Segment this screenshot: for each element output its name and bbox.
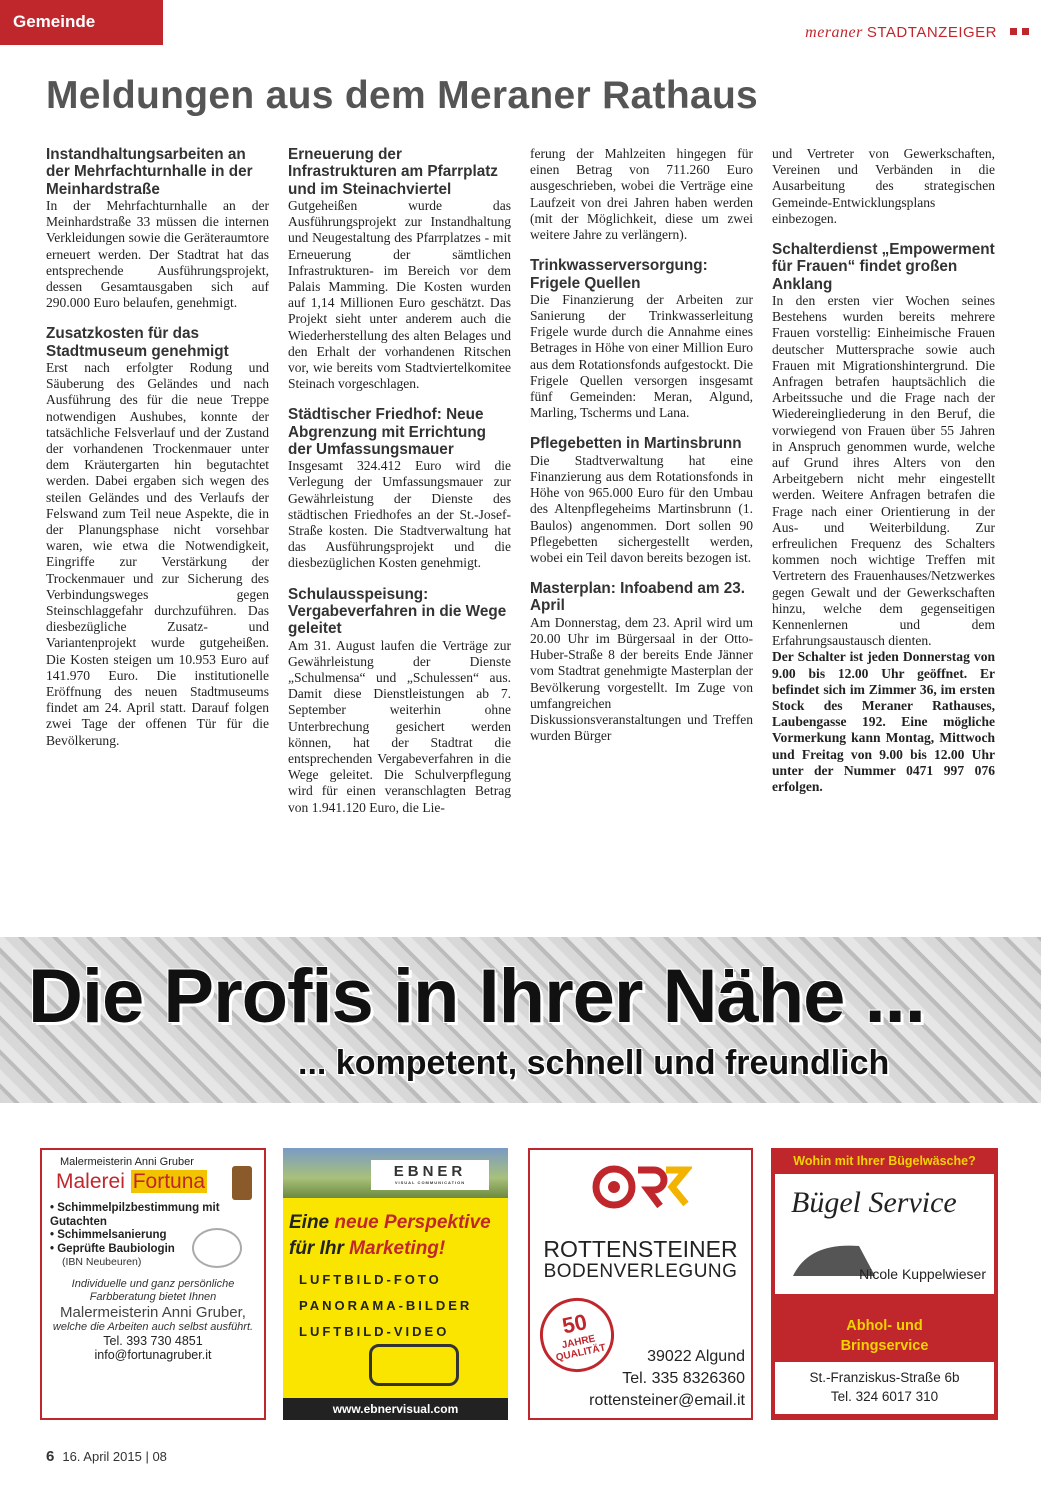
ebner-logo: EBNER VISUAL COMMUNICATION xyxy=(371,1160,489,1190)
article-bold-text: Der Schalter ist jeden Donnerstag von 9.00 bis 12.00 Uhr geöffnet. Er befindet sich im Zimmer 36, im ersten Stock des Meraner Rathauses, Laubengasse 192. Eine mögliche Vormerkung kann Montag, Mittwoch und Freitag von 9.00 bis 12.00 Uhr unter der Nummer 0471 997 076 erfolgen. xyxy=(772,649,995,794)
ad-city: 39022 Algund xyxy=(647,1348,745,1365)
banner-subline: ... kompetent, schnell und freundlich xyxy=(298,1044,890,1082)
ad-banner xyxy=(0,937,1041,1103)
article-heading: Instandhaltungsarbeiten an der Mehrfachturnhalle in der Meinhardstraße xyxy=(46,146,253,198)
ad-qualification: (IBN Neubeuren) xyxy=(62,1256,142,1268)
article-heading: Schalterdienst „Empowerment für Frauen“ findet großen Anklang xyxy=(772,241,995,293)
palette-icon xyxy=(192,1228,242,1268)
section-tab: Gemeinde xyxy=(0,0,163,45)
article-text: In der Mehrfachturnhalle an der Meinhardstraße 33 müssen die internen Verkleidungen sowie die Geräteraumtore erneuert werden. Der Stadtrat hat das entsprechende Ausführungsprojekt, dessen Gesamtausgaben sich auf 290.000 Euro belaufen, genehmigt. xyxy=(46,197,269,311)
column-4 xyxy=(772,146,995,795)
article-text: In den ersten vier Wochen seines Bestehens wurden bereits mehrere Frauen vorstellig: Einheimische Frauen deutscher Muttersprache sowie auch Frauen mit Migrationshintergrund. Die Anfragen betrafen hauptsächlich die Arbeitssuche und die Frage nach der Wiedereingliederung in den Beruf, die vorwiegend von Frauen über 55 Jahren in Anspruch genommen wurde, welche auf Grund ihres Alters von den Arbeitgebern nicht mehr eingestellt werden. Weitere Anfragen betrafen die Frage nach einer Orientierung in der Aus- und Weiterbildung. Zur erfreulichen Frequenz des Schalters kommen noch wichtige Treffen mit Vertretern des Frauenhauses/Netzwerkes gegen Gewalt und der Gewerkschaften hinzu, welche dem gegenseitigen Kennenlernen und dem Erfahrungsaustausch dienten. xyxy=(772,292,995,649)
issue-date: 16. April 2015 | 08 xyxy=(62,1449,167,1464)
brand-square xyxy=(1022,28,1029,35)
ad-rottensteiner[interactable] xyxy=(528,1148,753,1420)
article-heading: Schulausspeisung: Vergabeverfahren in die Wege geleitet xyxy=(288,585,507,638)
ad-question: Wohin mit Ihrer Bügelwäsche? xyxy=(793,1154,976,1168)
ad-malerei-fortuna[interactable] xyxy=(40,1148,266,1420)
quality-seal: 50 JAHRE QUALITÄT xyxy=(533,1291,621,1379)
list-item: • Schimmelsanierung xyxy=(50,1229,256,1243)
ad-buegelservice[interactable] xyxy=(771,1148,998,1420)
service-item: PANORAMA-BILDER xyxy=(299,1298,473,1313)
company-subtitle: BODENVERLEGUNG xyxy=(543,1261,738,1282)
article-text: Gutgeheißen wurde das Ausführungsprojekt zur Instandhaltung und Neugestaltung des Pfarrplatzes - mit Erneuerung der sämtlichen Infrastrukturen- im Bereich vor dem Palais Mamming. Die Kosten wurden auf 1,14 Millionen Euro geschätzt. Das Projekt sieht unter anderem auch die Wiederherstellung des alten Belages und den Erhalt der vorhandenen Ritschen vor, wie bereits vom Stadtviertelkomitee Steinach vorgeschlagen. xyxy=(288,197,511,392)
ad-email[interactable]: rottensteiner@email.it xyxy=(589,1392,745,1409)
article-text: Erst nach erfolgter Rodung und Säuberung des Geländes und nach Ausführung des für die neue Treppe notwendigen Aushubes, konnte der tatsächliche Felsverlauf und der Zustand der vorhandenen Trockenmauer unter dem Kräutergarten hin begutachtet werden. Dabei ergaben sich wegen des steilen Geländes und des Verlaufs der Felswand zum Teil neue Aspekte, die in der Planungsphase nicht vorsehbar waren, wie etwa die Notwendigkeit, Eingriffe zur Verstärkung der Trockenmauer und zur Sicherung des Verbindungsweges gegen Steinschlaggefahr durchzuführen. Das diesbezügliche Zusatz- und Variantenprojekt wurde gutgeheißen. Die Kosten steigen um 10.953 Euro auf 141.970 Euro. Die institutionelle Eröffnung des neuen Stadtmuseums findet am 24. April statt. Darauf folgen zwei Tage der offenen Tür für die Bevölkerung. xyxy=(46,359,269,748)
ad-owner: Malermeisterin Anni Gruber xyxy=(60,1156,194,1168)
brand-logo: meraner STADTANZEIGER xyxy=(805,24,997,41)
ad-company-name: Malerei Fortuna xyxy=(56,1170,206,1193)
ad-owner: Nicole Kuppelwieser xyxy=(859,1266,986,1282)
ad-owner-large: Malermeisterin Anni Gruber, xyxy=(60,1304,246,1321)
ad-phone: Tel. 393 730 4851 xyxy=(103,1334,203,1348)
ad-website-link[interactable]: www.ebnervisual.com xyxy=(283,1398,508,1420)
article-heading: Städtischer Friedhof: Neue Abgrenzung mit Errichtung der Umfassungsmauer xyxy=(288,406,487,458)
rottensteiner-logo xyxy=(592,1162,692,1212)
column-1 xyxy=(46,146,269,749)
page-number: 6 xyxy=(46,1448,55,1465)
ad-text: Individuelle und ganz persönliche Farbberatung bietet Ihnen xyxy=(71,1278,235,1303)
list-item: • Geprüfte Baubiologin xyxy=(50,1243,256,1257)
column-2 xyxy=(288,146,511,816)
article-text: ferung der Mahlzeiten hingegen für einen Betrag von 711.260 Euro ausgeschrieben, wobei die Verträge eine Laufzeit von drei Jahren haben werden (mit der Möglichkeit, diese um zwei weitere Jahre zu verlängern). xyxy=(530,146,753,243)
page-footer xyxy=(46,1448,167,1465)
brand-square xyxy=(1010,28,1017,35)
article-heading: Pflegebetten in Martinsbrunn xyxy=(530,435,742,453)
article-text: Die Stadtverwaltung hat eine Finanzierung aus dem Rotationsfonds in Höhe von 965.000 Euro für den Umbau des Altenpflegeheims Martinsbrunn (1. Baulos) angenommen. Dort sollen 90 Pflegebetten sichergestellt werden, wobei ein Teil davon bereits bezogen ist. xyxy=(530,452,753,565)
article-text: Am 31. August laufen die Verträge zur Gewährleistung der Dienste „Schulmensa“ und „Schulessen“ aus. Damit diese Dienstleistungen ab 7. September weiterhin ohne Unterbrechung gesichert werden können, hat der Stadtrat die entsprechenden Vergabeverfahren in die Wege geleitet. Die Schulverpflegung wird für einen veranschlagten Betrag von 1.941.120 Euro, die Lie- xyxy=(288,637,511,815)
article-text: Die Finanzierung der Arbeiten zur Sanierung der Trinkwasserleitung Frigele wurde durch die Annahme eines Betrages in Höhe von einer Million Euro aus dem Rotationsfonds aufgestockt. Die Frigele Quellen versorgen insgesamt fünf Gemeinden: Meran, Algund, Marling, Tscherms und Lana. xyxy=(530,291,753,421)
ad-ebner[interactable] xyxy=(283,1148,508,1420)
article-heading: Masterplan: Infoabend am 23. April xyxy=(530,580,746,615)
article-text: und Vertreter von Gewerkschaften, Vereinen und Verbänden in die Ausarbeitung des strategischen Gemeinde-Entwicklungsplans einbezogen. xyxy=(772,146,995,226)
ad-slogan: Eine neue Perspektive für Ihr Marketing! xyxy=(289,1212,491,1259)
article-text: Am Donnerstag, dem 23. April wird um 20.00 Uhr im Bürgersaal in der Otto-Huber-Straße 8 der bereits Ende Jänner vom Stadtrat genehmigte Masterplan der Bevölkerung vorgestellt. Im Zuge von umfangreichen Diskussionsveranstaltungen und Treffen wurden Bürger xyxy=(530,614,753,744)
drone-camera-icon xyxy=(369,1344,459,1386)
column-3 xyxy=(530,146,753,744)
list-item: • Schimmelpilzbestimmung mit Gutachten xyxy=(50,1202,256,1229)
service-item: LUFTBILD-VIDEO xyxy=(299,1324,450,1339)
article-heading: Erneuerung der Infrastrukturen am Pfarrplatz und im Steinachviertel xyxy=(288,146,498,198)
paintbrush-icon xyxy=(232,1166,252,1200)
article-text: Insgesamt 324.412 Euro wird die Verlegung der Umfassungsmauer zur Gewährleistung der Dienste des städtischen Friedhofes an der St.-Josef-Straße kosten. Die Stadtverwaltung hat das Ausführungsprojekt und die diesbezüglichen Kosten genehmigt. xyxy=(288,458,511,571)
ad-phone: Tel. 335 8326360 xyxy=(622,1370,745,1387)
article-heading: Zusatzkosten für das Stadtmuseum genehmigt xyxy=(46,325,229,360)
service-item: LUFTBILD-FOTO xyxy=(299,1272,442,1287)
ad-service: Abhol- und Bringservice xyxy=(840,1318,929,1354)
ad-logo-area xyxy=(775,1174,994,1294)
article-heading: Trinkwasserversorgung: Frigele Quellen xyxy=(530,257,708,292)
ad-contact: St.-Franziskus-Straße 6b Tel. 324 6017 310 xyxy=(775,1362,994,1414)
buegelservice-logo: Bügel Service xyxy=(791,1186,957,1219)
ad-email[interactable]: info@fortunagruber.it xyxy=(94,1348,212,1362)
banner-headline: Die Profis in Ihrer Nähe ... xyxy=(28,954,925,1039)
page-title: Meldungen aus dem Meraner Rathaus xyxy=(46,74,759,117)
ad-text: welche die Arbeiten auch selbst ausführt. xyxy=(52,1321,254,1333)
company-name: ROTTENSTEINER xyxy=(543,1236,738,1262)
